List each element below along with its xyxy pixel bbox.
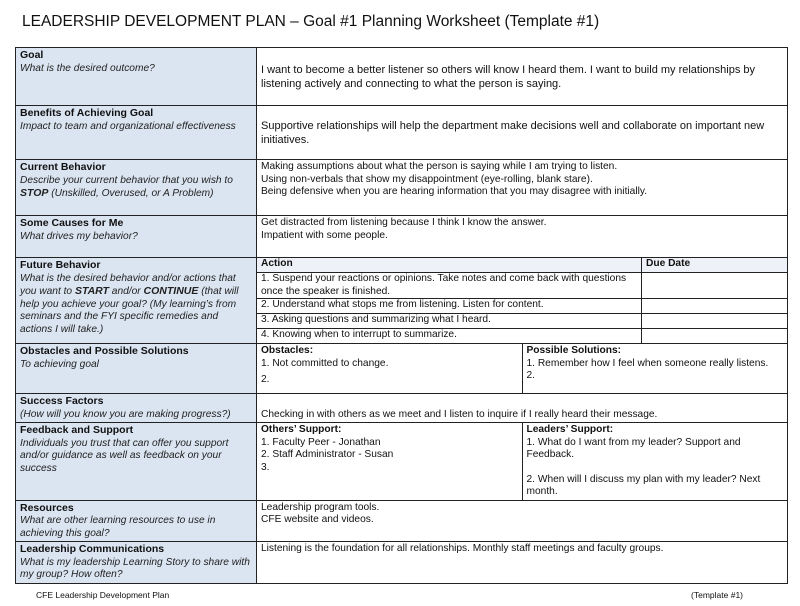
label: Goal (20, 49, 44, 61)
goal-value[interactable]: I want to become a better listener so others will know I heard them. I want to build my relationships by listening actively and connecting to what the person is saying. (257, 48, 788, 106)
obstacles-cell[interactable] (257, 344, 523, 394)
row-causes (16, 216, 788, 258)
resources-value[interactable] (257, 500, 788, 542)
row-future (16, 258, 788, 344)
others-support-cell[interactable] (257, 423, 523, 501)
footer-right: (Template #1) (691, 589, 743, 600)
action-table (257, 258, 787, 343)
hint: What is the desired outcome? (20, 62, 155, 74)
hint: Describe your current behavior that you wish to (20, 174, 233, 186)
worksheet-table (15, 47, 788, 584)
line: 2. When will I discuss my plan with my leader? Next month. (526, 473, 761, 497)
label: Leadership Communications (20, 543, 165, 555)
action-header: Action (261, 258, 293, 269)
success-value[interactable]: Checking in with others as we meet and I listen to inquire if I really heard their message. (257, 394, 788, 423)
solutions-header: Possible Solutions: (526, 345, 622, 356)
hint-bold: CONTINUE (143, 285, 199, 297)
line: 1. What do I want from my leader? Support and Feedback. (526, 436, 741, 460)
line: 1. Remember how I feel when someone really listens. (526, 357, 769, 369)
label: Future Behavior (20, 259, 101, 271)
due-date[interactable] (642, 299, 788, 314)
footer (15, 584, 788, 600)
line: Get distracted from listening because I think I know the answer. (261, 217, 547, 228)
leaders-header: Leaders’ Support: (526, 424, 614, 435)
due-date[interactable] (642, 314, 788, 329)
current-value[interactable] (257, 160, 788, 216)
label: Current Behavior (20, 161, 106, 173)
label: Success Factors (20, 395, 104, 407)
label: Obstacles and Possible Solutions (20, 345, 189, 357)
line: Making assumptions about what the person is saying while I am trying to listen. (261, 161, 618, 172)
hint: (Unskilled, Overused, or A Problem) (48, 188, 214, 199)
line: 1. Not committed to change. (261, 357, 389, 369)
row-feedback (16, 423, 788, 501)
label: Resources (20, 501, 74, 514)
due-date[interactable] (642, 329, 788, 344)
hint: What is my leadership Learning Story to share with my group? How often? (20, 556, 250, 580)
hint-bold: START (74, 285, 109, 297)
hint: Impact to team and organizational effectiveness (20, 120, 236, 132)
leaders-support-cell[interactable] (522, 423, 788, 501)
line: Leadership program tools. (261, 501, 380, 513)
solutions-cell[interactable] (522, 344, 788, 394)
hint: (that will help you achieve your goal? (My learning’s from seminars and the FYI specific remedies and actions I will take.) (20, 286, 239, 335)
hint: and/or (108, 286, 144, 297)
footer-left: CFE Leadership Development Plan (36, 589, 170, 600)
row-goal (16, 48, 788, 106)
label: Benefits of Achieving Goal (20, 107, 154, 119)
communications-value[interactable]: Listening is the foundation for all relationships. Monthly staff meetings and faculty groups. (257, 542, 788, 584)
row-communications (16, 542, 788, 584)
line: Being defensive when you are hearing information that you may disagree with initially. (261, 186, 648, 197)
action-item[interactable]: 2. Understand what stops me from listening. Listen for content. (257, 299, 642, 314)
others-header: Others’ Support: (261, 424, 342, 435)
due-header: Due Date (646, 258, 691, 269)
line: CFE website and videos. (261, 514, 374, 525)
label: Feedback and Support (20, 424, 134, 436)
action-item[interactable]: 3. Asking questions and summarizing what I heard. (257, 314, 642, 329)
page-title: LEADERSHIP DEVELOPMENT PLAN – Goal #1 Planning Worksheet (Template #1) (22, 13, 600, 30)
line: 2. Staff Administrator - Susan (261, 449, 394, 460)
line: Impatient with some people. (261, 229, 388, 241)
line: 2. (261, 374, 270, 385)
obstacles-header: Obstacles: (261, 345, 314, 356)
hint: What are other learning resources to use in achieving this goal? (20, 515, 216, 539)
hint: (How will you know you are making progress?) (20, 408, 231, 420)
row-obstacles (16, 344, 788, 394)
row-current (16, 160, 788, 216)
row-success (16, 394, 788, 423)
benefits-value[interactable]: Supportive relationships will help the department make decisions well and collaborate on important new initiatives. (257, 106, 788, 160)
row-benefits (16, 106, 788, 160)
line: 3. (261, 461, 270, 473)
action-item[interactable]: 1. Suspend your reactions or opinions. Take notes and come back with questions once the speaker is finished. (257, 273, 642, 299)
line: 2. (526, 370, 535, 381)
hint: Individuals you trust that can offer you support and/or guidance as well as feedback on your success (20, 437, 229, 474)
hint-bold: STOP (20, 187, 49, 199)
line: Using non-verbals that show my disappointment (eye-rolling, blank stare). (261, 173, 593, 185)
action-item[interactable]: 4. Knowing when to interrupt to summarize. (261, 329, 457, 340)
hint: What drives my behavior? (20, 230, 138, 242)
line: 1. Faculty Peer - Jonathan (261, 436, 381, 448)
label: Some Causes for Me (20, 217, 124, 229)
hint: To achieving goal (20, 358, 99, 370)
due-date[interactable] (642, 273, 788, 299)
row-resources (16, 500, 788, 542)
hint: What is the desired behavior and/or actions that you want to (20, 272, 236, 297)
causes-value[interactable] (257, 216, 788, 258)
